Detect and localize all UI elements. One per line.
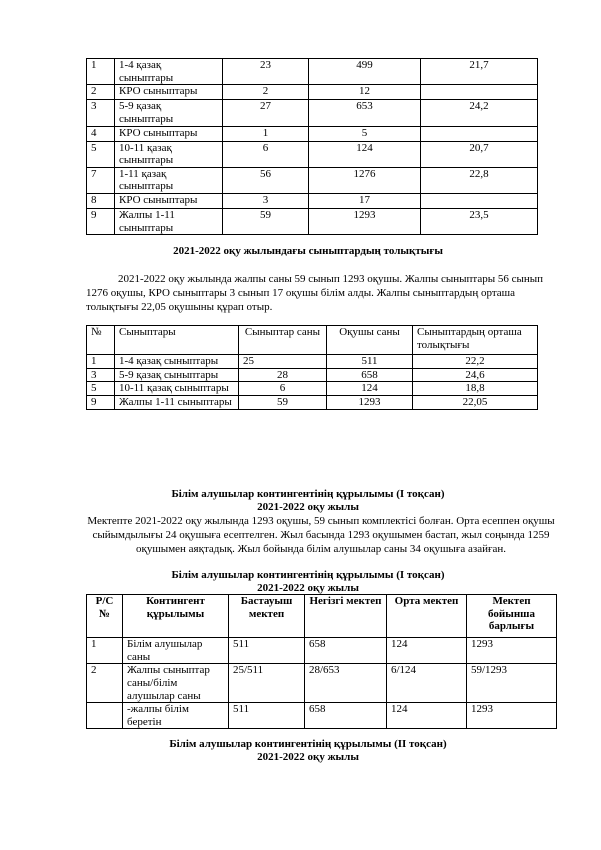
table-row <box>87 100 538 126</box>
heading-line: Білім алушылар контингентінің құрылымы (ІІ тоқсан) <box>169 738 447 750</box>
table-cell: 658 <box>305 638 387 664</box>
table-cell: 1276 <box>309 167 421 193</box>
heading-line: 2021-2022 оқу жылы <box>257 751 359 763</box>
table-cell: 23,5 <box>421 209 538 235</box>
table-cell: 24,6 <box>413 368 538 382</box>
table-cell: 511 <box>229 703 305 729</box>
table-caption: 2021-2022 оқу жылындағы сыныптардың толықтығы <box>173 245 443 257</box>
table-cell: 3 <box>87 100 115 126</box>
heading-line: 2021-2022 оқу жылы <box>257 501 359 513</box>
table-row <box>87 194 538 209</box>
table-cell: 1 <box>87 638 123 664</box>
section-heading <box>80 569 536 595</box>
table-cell: 28 <box>239 368 327 382</box>
table-row <box>87 167 538 193</box>
table-row <box>87 59 538 85</box>
table-cell <box>421 194 538 209</box>
section-heading <box>80 488 536 514</box>
table-cell: 27 <box>223 100 309 126</box>
table-cell: 21,7 <box>421 59 538 85</box>
table-cell: 9 <box>87 209 115 235</box>
table-cell: КРО сыныптары <box>115 85 223 100</box>
table-cell: 4 <box>87 126 115 141</box>
paragraph: Мектепте 2021-2022 оқу жылында 1293 оқушы, 59 сынып комплектісі болған. Орта есеппен оқушы сыйымдылығы 24 оқушыға есептелген. Жыл басында 1293 оқушымен бастап, жыл соңында 1259 оқушымен аяқтадық. Жыл бойында білім алушылар саны 34 оқушыға азайған. <box>87 515 555 555</box>
table-header-row <box>87 595 557 638</box>
table-cell: Жалпы 1-11 сыныптары <box>115 209 223 235</box>
table-cell: -жалпы білім беретін <box>123 703 229 729</box>
column-header: Бастауыш мектеп <box>229 595 305 638</box>
table-cell: 1-4 қазақ сыныптары <box>115 355 239 369</box>
table-row <box>87 209 538 235</box>
table-cell: 22,8 <box>421 167 538 193</box>
table-cell: 1 <box>87 59 115 85</box>
table-cell: 658 <box>305 703 387 729</box>
table-row <box>87 382 538 396</box>
table-cell: 6/124 <box>387 664 467 703</box>
table-cell: 7 <box>87 167 115 193</box>
column-header: Негізгі мектеп <box>305 595 387 638</box>
table-cell: 59 <box>223 209 309 235</box>
table-cell: 5 <box>87 382 115 396</box>
table-cell: 124 <box>387 703 467 729</box>
table-cell: 2 <box>223 85 309 100</box>
table-cell: 25 <box>239 355 327 369</box>
table-cell: 24,2 <box>421 100 538 126</box>
table-cell: Жалпы 1-11 сыныптары <box>115 395 239 409</box>
table-header-row <box>87 326 538 355</box>
table-cell: 59/1293 <box>467 664 557 703</box>
table-cell: 5 <box>309 126 421 141</box>
table-cell: 6 <box>239 382 327 396</box>
table-cell: 124 <box>387 638 467 664</box>
table-cell: 1-11 қазақ сыныптары <box>115 167 223 193</box>
table-cell: 124 <box>327 382 413 396</box>
table-cell: 499 <box>309 59 421 85</box>
column-header: Сыныптары <box>115 326 239 355</box>
heading-line: Білім алушылар контингентінің құрылымы (І тоқсан) <box>171 569 445 581</box>
column-header: Мектеп бойынша барлығы <box>467 595 557 638</box>
table-cell: 653 <box>309 100 421 126</box>
column-header: № <box>87 326 115 355</box>
table-row <box>87 85 538 100</box>
table-cell: 1 <box>87 355 115 369</box>
table-cell: 59 <box>239 395 327 409</box>
table-cell: 20,7 <box>421 141 538 167</box>
table-cell: 22,2 <box>413 355 538 369</box>
table-row <box>87 638 557 664</box>
table-cell: 56 <box>223 167 309 193</box>
table-row <box>87 395 538 409</box>
table-row <box>87 664 557 703</box>
table-cell: 23 <box>223 59 309 85</box>
table-cell: 25/511 <box>229 664 305 703</box>
table-cell <box>87 703 123 729</box>
table-cell: КРО сыныптары <box>115 126 223 141</box>
column-header: Оқушы саны <box>327 326 413 355</box>
paragraph: 2021-2022 оқу жылында жалпы саны 59 сынып 1293 оқушы. Жалпы сыныптары 56 сынып 1276 оқушы, КРО сыныптары 3 сынып 17 оқушы білім алды. Жалпы сыныптардың орташа толықтығы 22,05 оқушыны құрап отыр. <box>86 273 544 313</box>
table-row <box>87 703 557 729</box>
table-row <box>87 141 538 167</box>
table-cell: 1293 <box>327 395 413 409</box>
table-cell: 18,8 <box>413 382 538 396</box>
column-header: Р/С № <box>87 595 123 638</box>
table-row <box>87 126 538 141</box>
table-cell: 6 <box>223 141 309 167</box>
column-header: Контингент құрылымы <box>123 595 229 638</box>
heading-line: 2021-2022 оқу жылы <box>257 582 359 594</box>
table-cell: 22,05 <box>413 395 538 409</box>
column-header: Сыныптар саны <box>239 326 327 355</box>
table-cell: 2 <box>87 664 123 703</box>
table-cell: КРО сыныптары <box>115 194 223 209</box>
table-cell: 10-11 қазақ сыныптары <box>115 382 239 396</box>
table-cell: 12 <box>309 85 421 100</box>
table-cell <box>421 126 538 141</box>
table-cell: 1293 <box>309 209 421 235</box>
table-cell: 1-4 қазақ сыныптары <box>115 59 223 85</box>
table-cell: 658 <box>327 368 413 382</box>
table-cell: 3 <box>87 368 115 382</box>
table-cell: 511 <box>327 355 413 369</box>
class-fill-table-2021 <box>86 58 538 235</box>
table-cell: 1293 <box>467 703 557 729</box>
section-heading <box>80 738 536 764</box>
table-cell: 17 <box>309 194 421 209</box>
table-cell: 124 <box>309 141 421 167</box>
table-cell: Білім алушылар саны <box>123 638 229 664</box>
table-cell: 2 <box>87 85 115 100</box>
table-cell: 9 <box>87 395 115 409</box>
contingent-structure-table <box>86 594 557 729</box>
table-cell: 5-9 қазақ сыныптары <box>115 100 223 126</box>
table-cell: 1 <box>223 126 309 141</box>
table-row <box>87 368 538 382</box>
table-row <box>87 355 538 369</box>
table-cell: 5 <box>87 141 115 167</box>
column-header: Сыныптардың орташа толықтығы <box>413 326 538 355</box>
table-cell: 8 <box>87 194 115 209</box>
table-cell: 511 <box>229 638 305 664</box>
table-cell <box>421 85 538 100</box>
table-cell: 5-9 қазақ сыныптары <box>115 368 239 382</box>
table-cell: 1293 <box>467 638 557 664</box>
column-header: Орта мектеп <box>387 595 467 638</box>
heading-line: Білім алушылар контингентінің құрылымы (І тоқсан) <box>171 488 445 500</box>
table-cell: Жалпы сыныптар саны/білім алушылар саны <box>123 664 229 703</box>
class-average-table <box>86 325 538 410</box>
table-cell: 28/653 <box>305 664 387 703</box>
table-cell: 10-11 қазақ сыныптары <box>115 141 223 167</box>
table-cell: 3 <box>223 194 309 209</box>
